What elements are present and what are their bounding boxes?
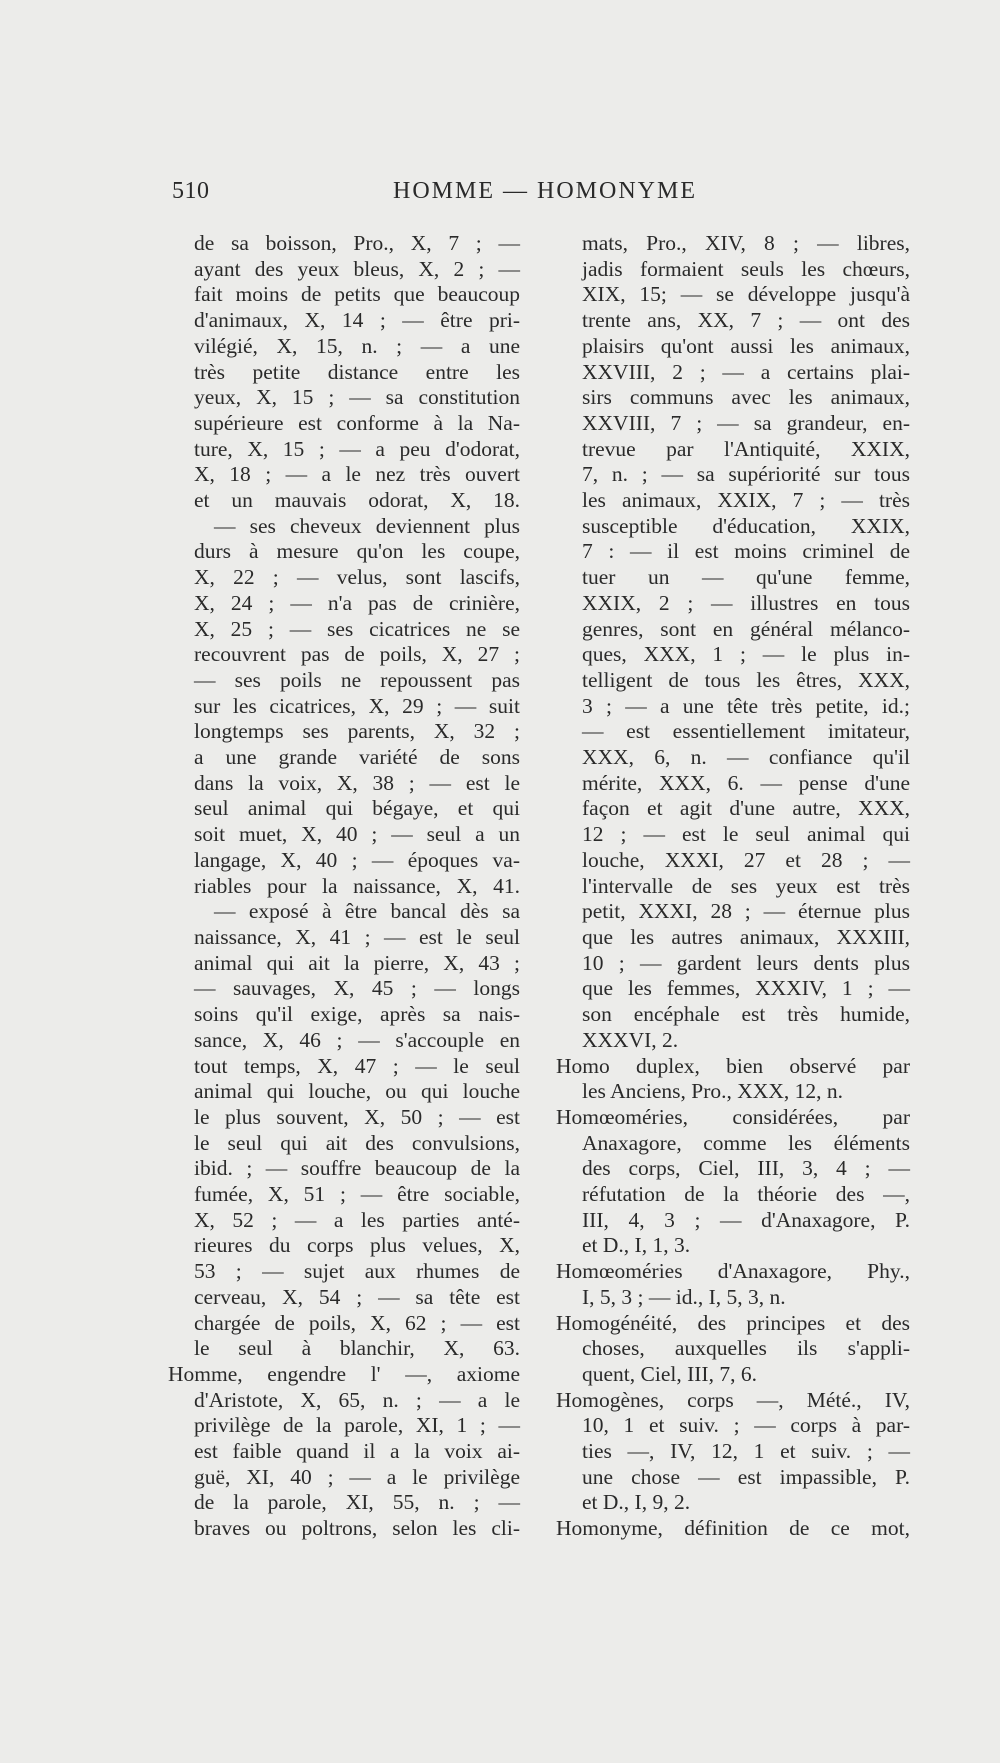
index-line: rieures du corps plus velues, X, [194,1233,520,1258]
index-line: des corps, Ciel, III, 3, 4 ; — [582,1156,910,1181]
index-line: 12 ; — est le seul animal qui [582,822,910,847]
index-line: X, 52 ; — a les parties anté- [194,1207,520,1232]
index-line: genres, sont en général mélanco- [582,616,910,641]
index-line: les animaux, XXIX, 7 ; — très [582,488,910,513]
index-line: d'Aristote, X, 65, n. ; — a le [194,1387,520,1412]
index-line: ibid. ; — souffre beaucoup de la [194,1156,520,1181]
index-line: XXXVI, 2. [582,1027,679,1052]
index-line: et D., I, 9, 2. [582,1490,691,1515]
index-line: mérite, XXX, 6. — pense d'une [582,770,910,795]
left-column [168,231,520,1542]
index-line: supérieure est conforme à la Na- [194,410,520,435]
index-line: ties —, IV, 12, 1 et suiv. ; — [582,1439,910,1464]
index-line: le seul qui ait des convulsions, [194,1130,520,1155]
index-line: Homogénéité, des principes et des [556,1310,910,1335]
index-line: cerveau, X, 54 ; — sa tête est [194,1284,520,1309]
index-line: choses, auxquelles ils s'appli- [582,1336,910,1361]
index-line: susceptible d'éducation, XXIX, [582,513,910,538]
index-line: trevue par l'Antiquité, XXIX, [582,436,910,461]
index-line: réfutation de la théorie des —, [582,1182,910,1207]
index-line: vilégié, X, 15, n. ; — a une [194,333,520,358]
index-line: yeux, X, 15 ; — sa constitution [194,385,520,410]
index-line: mats, Pro., XIV, 8 ; — libres, [582,231,910,255]
index-line: le plus souvent, X, 50 ; — est [194,1104,520,1129]
index-line: son encéphale est très humide, [582,1002,910,1027]
index-line: X, 18 ; — a le nez très ouvert [194,462,520,487]
index-line: telligent de tous les êtres, XXX, [582,667,910,692]
index-line: Homœoméries, considérées, par [556,1104,910,1129]
index-line: Anaxagore, comme les éléments [582,1130,910,1155]
index-line: sur les cicatrices, X, 29 ; — suit [194,693,520,718]
index-line: X, 22 ; — velus, sont lascifs, [194,565,520,590]
index-line: jadis formaient seuls les chœurs, [582,256,910,281]
index-line: sirs communs avec les animaux, [582,385,910,410]
index-line: 53 ; — sujet aux rhumes de [194,1259,520,1284]
index-line: a une grande variété de sons [194,745,520,770]
index-line: animal qui ait la pierre, X, 43 ; [194,950,520,975]
index-line: 7 : — il est moins criminel de [582,539,910,564]
index-line: façon et agit d'une autre, XXX, [582,796,910,821]
index-line: riables pour la naissance, X, 41. [194,873,520,898]
index-line: XXVIII, 7 ; — sa grandeur, en- [582,410,910,435]
index-line: le seul à blanchir, X, 63. [194,1336,520,1361]
index-line: — ses poils ne repoussent pas [194,667,520,692]
index-line: les Anciens, Pro., XXX, 12, n. [582,1079,843,1104]
index-line: quent, Ciel, III, 7, 6. [582,1361,757,1386]
index-line: une chose — est impassible, P. [582,1464,910,1489]
index-line: d'animaux, X, 14 ; — être pri- [194,308,520,333]
index-line: Homme, engendre l' —, axiome [168,1361,520,1386]
index-line: — est essentiellement imitateur, [582,719,910,744]
index-line: l'intervalle de ses yeux est très [582,873,910,898]
index-line: Homœoméries d'Anaxagore, Phy., [556,1259,910,1284]
index-line: fait moins de petits que beaucoup [194,282,520,307]
index-line: louche, XXXI, 27 et 28 ; — [582,847,910,872]
index-line: I, 5, 3 ; — id., I, 5, 3, n. [582,1284,786,1309]
page-number: 510 [172,178,210,204]
index-line: 3 ; — a une tête très petite, id.; [582,693,910,718]
index-line: ques, XXX, 1 ; — le plus in- [582,642,910,667]
running-head: HOMME — HOMONYME [392,178,697,204]
index-line: longtemps ses parents, X, 32 ; [194,719,520,744]
index-line: recouvrent pas de poils, X, 27 ; [194,642,520,667]
index-line: trente ans, XX, 7 ; — ont des [582,308,910,333]
index-line: guë, XI, 40 ; — a le privilège [194,1464,520,1489]
index-line: tout temps, X, 47 ; — le seul [194,1053,520,1078]
index-line: chargée de poils, X, 62 ; — est [194,1310,520,1335]
index-line: durs à mesure qu'on les coupe, [194,539,520,564]
index-line: braves ou poltrons, selon les cli- [194,1516,520,1541]
index-line: de sa boisson, Pro., X, 7 ; — [194,231,520,255]
index-line: très petite distance entre les [194,359,520,384]
index-line: animal qui louche, ou qui louche [194,1079,520,1104]
index-line: petit, XXXI, 28 ; — éternue plus [582,899,910,924]
index-line: que les autres animaux, XXXIII, [582,924,910,949]
index-line: fumée, X, 51 ; — être sociable, [194,1182,520,1207]
index-line: tuer un — qu'une femme, [582,565,910,590]
index-line: de la parole, XI, 55, n. ; — [194,1490,520,1515]
index-line: 10 ; — gardent leurs dents plus [582,950,910,975]
index-line: — ses cheveux deviennent plus [214,513,520,538]
index-line: XIX, 15; — se développe jusqu'à [582,282,910,307]
index-line: — exposé à être bancal dès sa [214,899,520,924]
index-line: XXIX, 2 ; — illustres en tous [582,590,910,615]
index-line: est faible quand il a la voix ai- [194,1439,520,1464]
index-line: — sauvages, X, 45 ; — longs [194,976,520,1001]
index-line: seul animal qui bégaye, et qui [194,796,520,821]
index-line: ture, X, 15 ; — a peu d'odorat, [194,436,520,461]
index-line: et un mauvais odorat, X, 18. [194,488,520,513]
index-line: Homo duplex, bien observé par [556,1053,910,1078]
index-line: plaisirs qu'ont aussi les animaux, [582,333,910,358]
index-line: et D., I, 1, 3. [582,1233,691,1258]
index-line: que les femmes, XXXIV, 1 ; — [582,976,910,1001]
index-line: XXVIII, 2 ; — a certains plai- [582,359,910,384]
index-line: Homonyme, définition de ce mot, [556,1516,910,1541]
index-line: soit muet, X, 40 ; — seul a un [194,822,520,847]
index-line: langage, X, 40 ; — époques va- [194,847,520,872]
index-line: X, 25 ; — ses cicatrices ne se [194,616,520,641]
index-line: 10, 1 et suiv. ; — corps à par- [582,1413,910,1438]
index-line: soins qu'il exige, après sa nais- [194,1002,520,1027]
index-line: Homogènes, corps —, Mété., IV, [556,1387,910,1412]
index-line: naissance, X, 41 ; — est le seul [194,924,520,949]
right-column [556,231,910,1542]
index-line: dans la voix, X, 38 ; — est le [194,770,520,795]
index-line: sance, X, 46 ; — s'accouple en [194,1027,520,1052]
index-line: III, 4, 3 ; — d'Anaxagore, P. [582,1207,910,1232]
index-line: 7, n. ; — sa supériorité sur tous [582,462,910,487]
index-line: XXX, 6, n. — confiance qu'il [582,745,910,770]
index-line: privilège de la parole, XI, 1 ; — [194,1413,520,1438]
index-line: X, 24 ; — n'a pas de crinière, [194,590,520,615]
index-line: ayant des yeux bleus, X, 2 ; — [194,256,520,281]
